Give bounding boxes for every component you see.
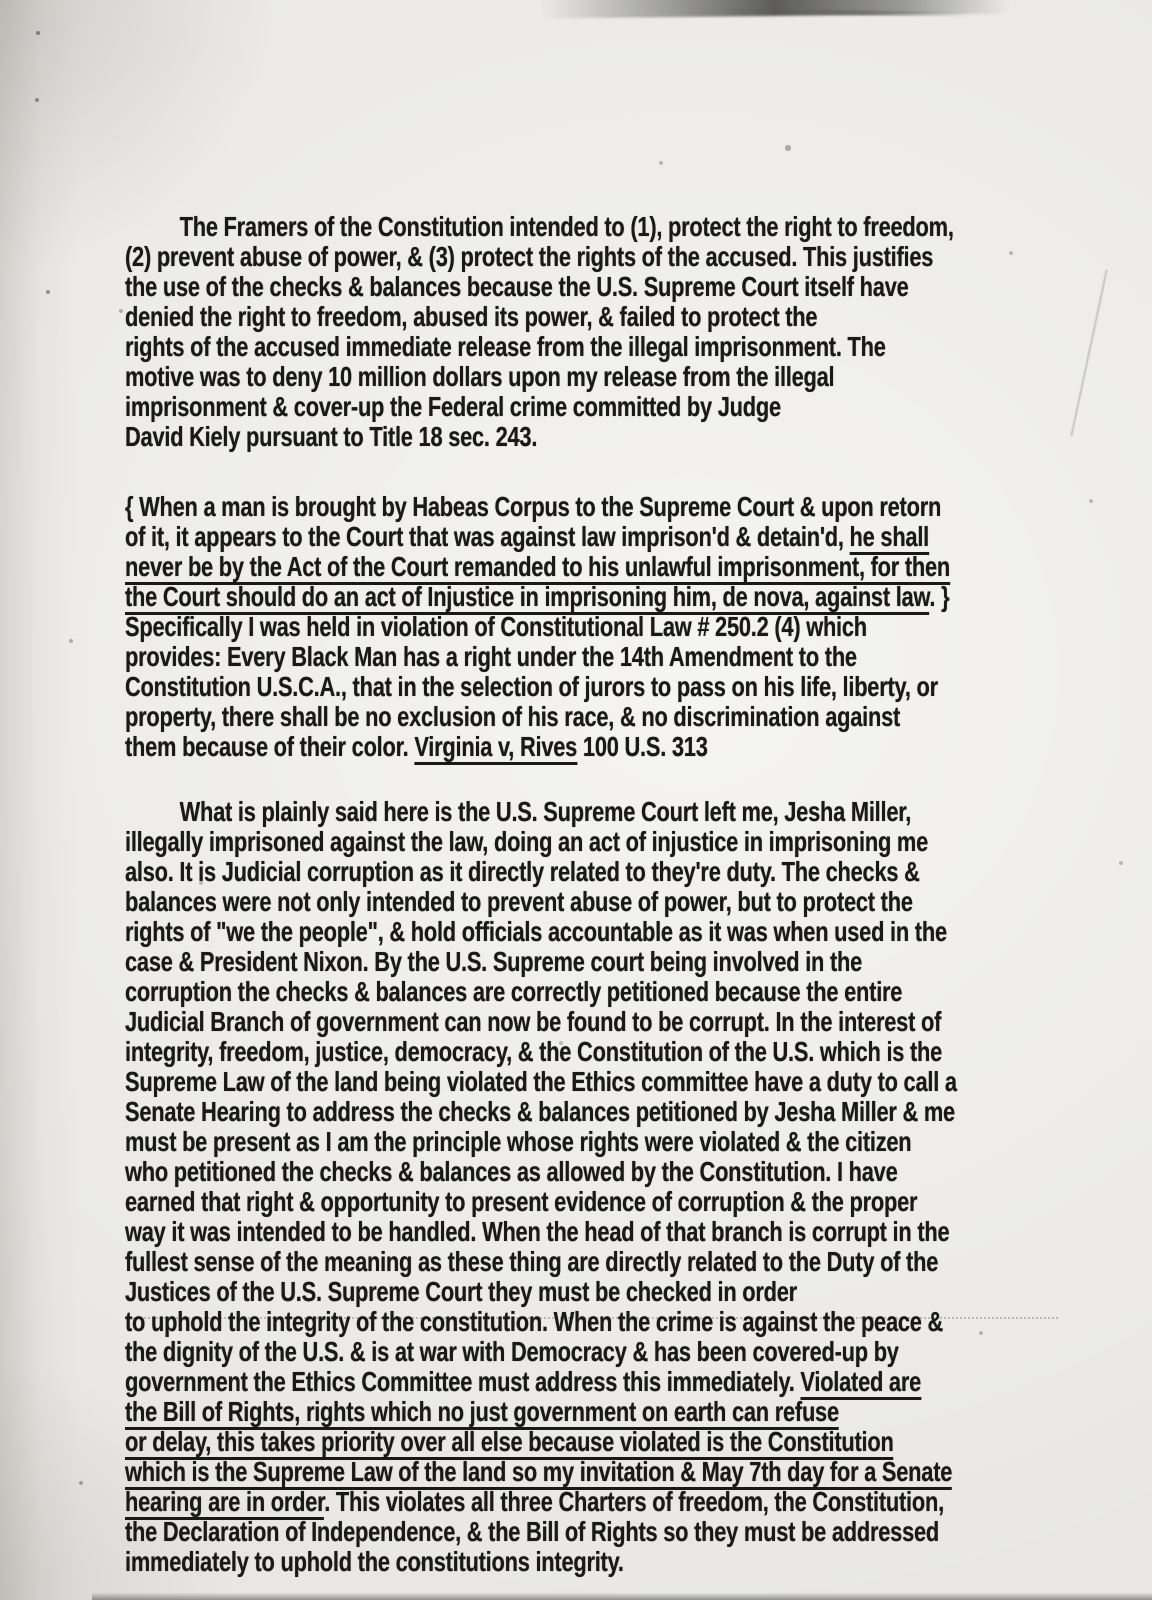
text-segment: property, there shall be no exclusion of his race, & no discrimination against <box>125 701 901 732</box>
text-line <box>125 672 1131 702</box>
text-line <box>125 392 1131 422</box>
scan-edge-strip-artifact <box>92 1593 1152 1600</box>
underlined-text-segment: the Bill of Rights, rights which no just government on earth can refuse <box>125 1396 839 1430</box>
text-segment: must be present as I am the principle whose rights were violated & the citizen <box>125 1126 912 1157</box>
text-line <box>125 702 1131 732</box>
text-segment: government the Ethics Committee must address this immediately. <box>125 1366 801 1397</box>
text-segment: way it was intended to be handled. When the head of that branch is corrupt in the <box>125 1216 950 1247</box>
text-segment: them because of their color. <box>125 731 415 762</box>
text-line <box>125 1157 1131 1187</box>
text-line <box>125 1517 1131 1547</box>
letter-body <box>125 212 1131 1577</box>
text-segment: integrity, freedom, justice, democracy, & the Constitution of the U.S. which is the <box>125 1036 943 1067</box>
text-line <box>125 827 1131 857</box>
text-segment: . This violates all three Charters of freedom, the Constitution, <box>324 1486 944 1517</box>
text-line <box>125 422 1131 452</box>
text-segment: illegally imprisoned against the law, doing an act of injustice in imprisoning me <box>125 826 929 857</box>
text-segment: motive was to deny 10 million dollars upon my release from the illegal <box>125 361 835 392</box>
text-line <box>125 1277 1131 1307</box>
text-line <box>125 272 1131 302</box>
paper-speckles <box>0 0 2 2</box>
underlined-text-segment: or delay, this takes priority over all else because violated is the Constitution <box>125 1426 894 1460</box>
text-line <box>125 1097 1131 1127</box>
text-line <box>125 1007 1131 1037</box>
text-line <box>125 1307 1131 1337</box>
text-line <box>125 642 1131 672</box>
text-line <box>125 1547 1131 1577</box>
text-line <box>125 1037 1131 1067</box>
text-line <box>125 947 1131 977</box>
underlined-text-segment: the Court should do an act of Injustice in imprisoning him, de nova, against law <box>125 581 929 615</box>
text-segment: immediately to uphold the constitutions integrity. <box>125 1546 624 1577</box>
text-line <box>125 1367 1131 1397</box>
paragraph <box>125 492 1131 762</box>
text-line <box>125 612 1131 642</box>
text-line <box>125 1427 1131 1457</box>
text-line <box>125 492 1131 522</box>
text-line <box>125 522 1131 552</box>
text-line <box>125 1457 1131 1487</box>
text-segment: 100 U.S. 313 <box>577 731 708 762</box>
text-segment: Constitution U.S.C.A., that in the selection of jurors to pass on his life, liberty, or <box>125 671 938 702</box>
text-line <box>125 242 1131 272</box>
text-line <box>125 1337 1131 1367</box>
underlined-text-segment: Virginia v, Rives <box>414 731 577 765</box>
text-line <box>125 917 1131 947</box>
underlined-text-segment: he shall <box>850 521 929 555</box>
text-line <box>125 857 1131 887</box>
paragraph <box>125 797 1131 1577</box>
text-segment: rights of "we the people", & hold officials accountable as it was when used in the <box>125 916 947 947</box>
text-line <box>125 1247 1131 1277</box>
text-line <box>125 887 1131 917</box>
text-segment: Justices of the U.S. Supreme Court they must be checked in order <box>125 1276 797 1307</box>
text-segment: The Framers of the Constitution intended to (1), protect the right to freedom, <box>179 211 954 242</box>
text-segment: to uphold the integrity of the constitution. When the crime is against the peace & <box>125 1306 944 1337</box>
text-segment: case & President Nixon. By the U.S. Supreme court being involved in the <box>125 946 863 977</box>
text-line <box>125 582 1131 612</box>
text-segment: (2) prevent abuse of power, & (3) protect the rights of the accused. This justifies <box>125 241 934 272</box>
text-segment: Supreme Law of the land being violated the Ethics committee have a duty to call a <box>125 1066 957 1097</box>
text-line <box>125 1487 1131 1517</box>
text-segment: the dignity of the U.S. & is at war with Democracy & has been covered-up by <box>125 1336 899 1367</box>
text-line <box>125 977 1131 1007</box>
text-line <box>125 1397 1131 1427</box>
text-segment: of it, it appears to the Court that was against law imprison'd & detain'd, <box>125 521 850 552</box>
text-segment: . } <box>929 581 950 612</box>
text-segment: earned that right & opportunity to present evidence of corruption & the proper <box>125 1186 918 1217</box>
text-segment: Judicial Branch of government can now be found to be corrupt. In the interest of <box>125 1006 942 1037</box>
text-segment: fullest sense of the meaning as these thing are directly related to the Duty of the <box>125 1246 939 1277</box>
text-line <box>125 362 1131 392</box>
underlined-text-segment: Violated are <box>800 1366 921 1400</box>
underlined-text-segment: hearing are in order <box>125 1486 324 1520</box>
text-segment: David Kiely pursuant to Title 18 sec. 243. <box>125 421 538 452</box>
underlined-text-segment: which is the Supreme Law of the land so my invitation & May 7th day for a Senate <box>125 1456 952 1490</box>
text-segment: imprisonment & cover-up the Federal crime committed by Judge <box>125 391 781 422</box>
text-line <box>125 797 1131 827</box>
text-segment: also. It is Judicial corruption as it directly related to they're duty. The checks & <box>125 856 920 887</box>
text-segment: denied the right to freedom, abused its power, & failed to protect the <box>125 301 818 332</box>
text-segment: What is plainly said here is the U.S. Supreme Court left me, Jesha Miller, <box>179 796 912 827</box>
text-segment: who petitioned the checks & balances as allowed by the Constitution. I have <box>125 1156 898 1187</box>
text-line <box>125 332 1131 362</box>
text-line <box>125 552 1131 582</box>
text-line <box>125 302 1131 332</box>
text-segment: the Declaration of Independence, & the Bill of Rights so they must be addressed <box>125 1516 940 1547</box>
text-segment: { When a man is brought by Habeas Corpus to the Supreme Court & upon retorn <box>125 491 942 522</box>
text-line <box>125 1187 1131 1217</box>
text-line <box>125 732 1131 762</box>
text-line <box>125 212 1131 242</box>
text-segment: provides: Every Black Man has a right under the 14th Amendment to the <box>125 641 857 672</box>
text-segment: balances were not only intended to prevent abuse of power, but to protect the <box>125 886 913 917</box>
text-segment: Specifically I was held in violation of Constitutional Law # 250.2 (4) which <box>125 611 867 642</box>
underlined-text-segment: never be by the Act of the Court remanded to his unlawful imprisonment, for then <box>125 551 950 585</box>
text-segment: Senate Hearing to address the checks & balances petitioned by Jesha Miller & me <box>125 1096 955 1127</box>
text-segment: rights of the accused immediate release from the illegal imprisonment. The <box>125 331 886 362</box>
paragraph <box>125 212 1131 452</box>
text-line <box>125 1127 1131 1157</box>
text-line <box>125 1217 1131 1247</box>
text-segment: corruption the checks & balances are correctly petitioned because the entire <box>125 976 903 1007</box>
text-line <box>125 1067 1131 1097</box>
text-segment: the use of the checks & balances because the U.S. Supreme Court itself have <box>125 271 909 302</box>
